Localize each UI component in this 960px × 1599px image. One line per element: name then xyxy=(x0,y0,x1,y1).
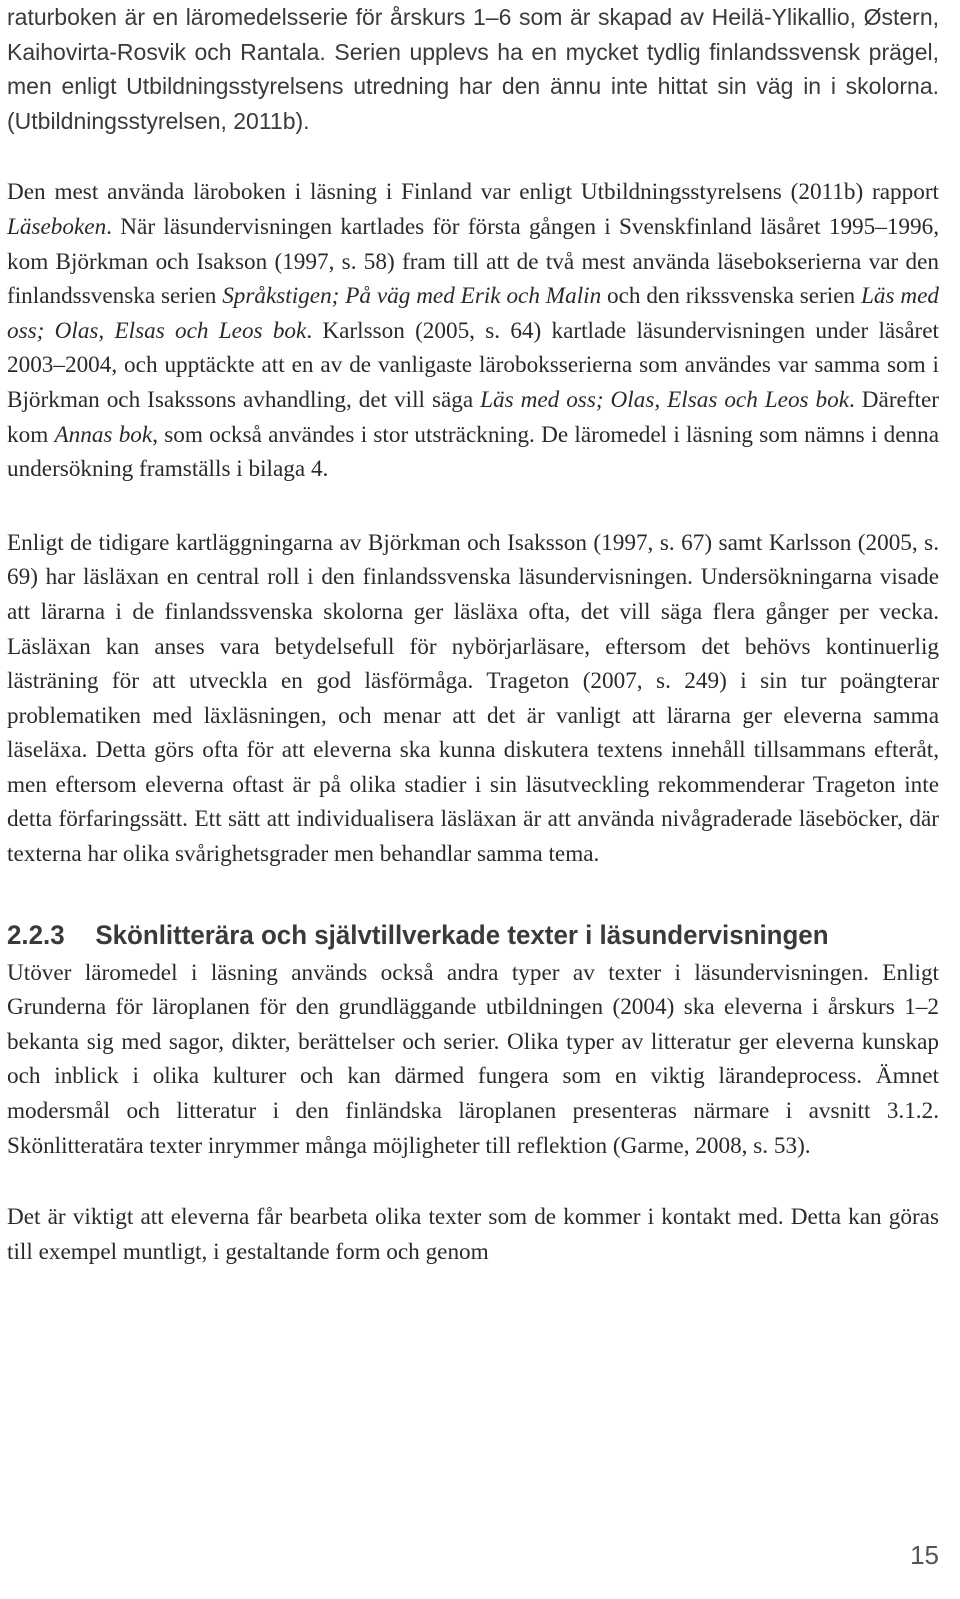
book-title: Läs med oss; Olas, Elsas och Leos bok xyxy=(7,283,939,344)
paragraph-2-text: och den rikssvenska serien xyxy=(601,283,861,310)
page-number: 15 xyxy=(910,1540,939,1570)
paragraph-4: Utöver läromedel i läsning används också andra typer av texter i läsundervisningen. Enligt Grunderna för läroplanen för den grundläggande utbildningen (2004) ska eleverna i årskurs 1–2 bekanta sig med sagor, dikter, berättelser och serier. Olika typer av litteratur ger eleverna kunskap och inblick i olika kulturer och kan därmed fungera som en viktig lärandeprocess. Ämnet modersmål och litteratur i den finländska läroplanen presenteras närmare i avsnitt 3.1.2. Skönlitteratära texter inrymmer många möjligheter till reflektion (Garme, 2008, s. 53). xyxy=(7,959,939,1159)
section-number: 2.2.3 xyxy=(7,919,65,950)
paragraph-2-text: . Därefter kom xyxy=(7,386,940,448)
document-page xyxy=(7,0,939,1269)
paragraph-2-text: . Karlsson (2005, s. 64) kartlade läsundervisningen under läsåret 2003–2004, och upptäckte att en av de vanligaste läroboksserierna som användes var samma som i Björkman och Isakssons avhandling, det vill säga xyxy=(7,317,939,413)
book-title: Läseboken xyxy=(7,213,107,240)
section-heading xyxy=(7,918,902,952)
paragraph-1: raturboken är en läromedelsserie för årskurs 1–6 som är skapad av Heilä-Ylikallio, Østern, Kaihovirta-Rosvik och Rantala. Serien upplevs ha en mycket tydlig finlandssvensk prägel, men enligt Utbildningsstyrelsens utredning har den ännu inte hittat sin väg in i skolorna. (Utbildningsstyrelsen, 2011b). xyxy=(7,4,939,134)
book-title: Läs med oss; Olas, Elsas och Leos bok xyxy=(480,386,850,413)
book-title: Språkstigen; På väg med Erik och Malin xyxy=(222,283,602,310)
paragraph-2-text: Den mest använda läroboken i läsning i Finland var enligt Utbildningsstyrelsens (2011b) rapport xyxy=(7,179,939,206)
paragraph-3: Enligt de tidigare kartläggningarna av Björkman och Isaksson (1997, s. 67) samt Karlsson (2005, s. 69) har läsläxan en central roll i den finlandssvenska läsundervisningen. Undersökningarna visade att lärarna i de finlandssvenska skolorna ger läsläxa ofta, det vill säga flera gånger per vecka. Läsläxan kan anses vara betydelsefull för nybörjarläsare, eftersom det behövs kontinuerlig lästräning för att utveckla en god läsförmåga. Trageton (2007, s. 249) i sin tur poängterar problematiken med läxläsningen, och menar att det är vanligt att lärarna ger eleverna samma läseläxa. Detta görs ofta för att eleverna ska kunna diskutera textens innehåll tillsammans efteråt, men eftersom eleverna oftast är på olika stadier i sin läsutveckling rekommenderar Trageton inte detta förfaringssätt. Ett sätt att individualisera läsläxan är att använda nivågraderade läseböcker, där texterna har olika svårighetsgrader men behandlar samma tema. xyxy=(7,529,939,868)
paragraph-2-text: . När läsundervisningen kartlades för första gången i Svenskfinland läsåret 1995–1996, kom Björkman och Isakson (1997, s. 58) fram till att de två mest använda läsebokserierna var den finlandssvenska serien xyxy=(7,213,939,310)
paragraph-5: Det är viktigt att eleverna får bearbeta olika texter som de kommer i kontakt med. Detta kan göras till exempel muntligt, i gestaltande form och genom xyxy=(7,1204,939,1265)
book-title: Annas bok xyxy=(54,421,153,448)
section-title: Skönlitterära och självtillverkade texter i läsundervisningen xyxy=(95,919,829,950)
paragraph-2 xyxy=(7,175,939,486)
paragraph-2-text: , som också användes i stor utsträckning. De läromedel i läsning som nämns i denna undersökning framställs i bilaga 4. xyxy=(7,421,940,483)
